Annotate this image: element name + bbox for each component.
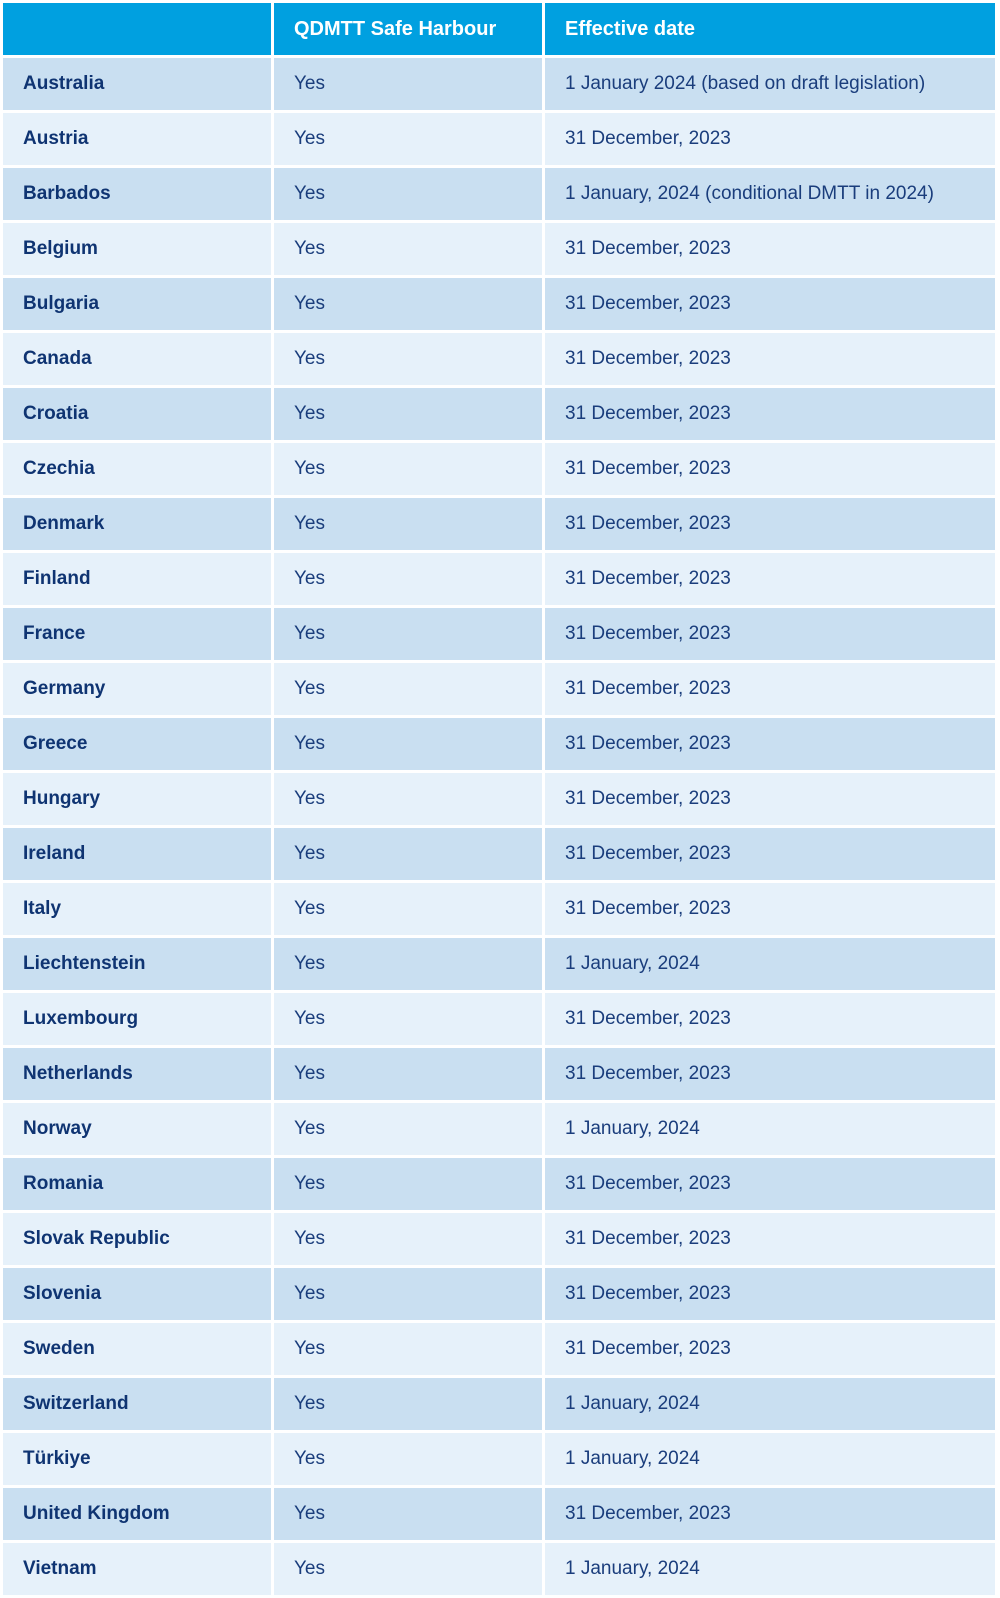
safe-harbour-cell: Yes	[274, 1103, 542, 1155]
effective-date-cell: 1 January, 2024	[545, 1103, 995, 1155]
effective-date-cell: 31 December, 2023	[545, 1323, 995, 1375]
safe-harbour-cell: Yes	[274, 168, 542, 220]
country-cell: Switzerland	[3, 1378, 271, 1430]
safe-harbour-cell: Yes	[274, 1378, 542, 1430]
effective-date-cell: 31 December, 2023	[545, 608, 995, 660]
safe-harbour-cell: Yes	[274, 278, 542, 330]
country-cell: Finland	[3, 553, 271, 605]
table-row	[3, 168, 995, 220]
effective-date-cell: 31 December, 2023	[545, 1048, 995, 1100]
country-cell: Netherlands	[3, 1048, 271, 1100]
effective-date-cell: 1 January, 2024	[545, 1543, 995, 1595]
safe-harbour-cell: Yes	[274, 608, 542, 660]
effective-date-cell: 31 December, 2023	[545, 553, 995, 605]
country-cell: Luxembourg	[3, 993, 271, 1045]
country-cell: Greece	[3, 718, 271, 770]
table-row	[3, 223, 995, 275]
effective-date-cell: 31 December, 2023	[545, 113, 995, 165]
country-cell: Barbados	[3, 168, 271, 220]
country-cell: Norway	[3, 1103, 271, 1155]
table-row	[3, 1213, 995, 1265]
header-effective-date: Effective date	[545, 3, 995, 55]
country-cell: Austria	[3, 113, 271, 165]
country-cell: Germany	[3, 663, 271, 715]
table-row	[3, 1103, 995, 1155]
safe-harbour-cell: Yes	[274, 1543, 542, 1595]
table-row	[3, 113, 995, 165]
effective-date-cell: 31 December, 2023	[545, 993, 995, 1045]
country-cell: Denmark	[3, 498, 271, 550]
safe-harbour-cell: Yes	[274, 1158, 542, 1210]
table-row	[3, 1433, 995, 1485]
effective-date-cell: 1 January, 2024 (conditional DMTT in 2024)	[545, 168, 995, 220]
effective-date-cell: 31 December, 2023	[545, 663, 995, 715]
table-row	[3, 1323, 995, 1375]
table-row	[3, 1158, 995, 1210]
effective-date-cell: 1 January 2024 (based on draft legislation)	[545, 58, 995, 110]
country-cell: Vietnam	[3, 1543, 271, 1595]
table-row	[3, 1268, 995, 1320]
table-row	[3, 388, 995, 440]
table-row	[3, 718, 995, 770]
country-cell: Bulgaria	[3, 278, 271, 330]
table-row	[3, 828, 995, 880]
safe-harbour-cell: Yes	[274, 718, 542, 770]
country-cell: Slovenia	[3, 1268, 271, 1320]
effective-date-cell: 31 December, 2023	[545, 498, 995, 550]
effective-date-cell: 1 January, 2024	[545, 1378, 995, 1430]
header-safe-harbour: QDMTT Safe Harbour	[274, 3, 542, 55]
effective-date-cell: 1 January, 2024	[545, 938, 995, 990]
country-cell: Romania	[3, 1158, 271, 1210]
effective-date-cell: 1 January, 2024	[545, 1433, 995, 1485]
table-row	[3, 1048, 995, 1100]
safe-harbour-cell: Yes	[274, 388, 542, 440]
table-row	[3, 443, 995, 495]
effective-date-cell: 31 December, 2023	[545, 1213, 995, 1265]
safe-harbour-cell: Yes	[274, 828, 542, 880]
safe-harbour-cell: Yes	[274, 443, 542, 495]
header-row	[3, 3, 995, 55]
safe-harbour-cell: Yes	[274, 58, 542, 110]
table-row	[3, 938, 995, 990]
effective-date-cell: 31 December, 2023	[545, 1488, 995, 1540]
safe-harbour-cell: Yes	[274, 773, 542, 825]
table-row	[3, 1543, 995, 1595]
effective-date-cell: 31 December, 2023	[545, 1268, 995, 1320]
safe-harbour-cell: Yes	[274, 498, 542, 550]
table-row	[3, 58, 995, 110]
safe-harbour-cell: Yes	[274, 1268, 542, 1320]
country-cell: Liechtenstein	[3, 938, 271, 990]
table-row	[3, 608, 995, 660]
effective-date-cell: 31 December, 2023	[545, 388, 995, 440]
safe-harbour-cell: Yes	[274, 1048, 542, 1100]
table-body	[3, 58, 995, 1595]
effective-date-cell: 31 December, 2023	[545, 443, 995, 495]
safe-harbour-cell: Yes	[274, 553, 542, 605]
country-cell: Czechia	[3, 443, 271, 495]
safe-harbour-cell: Yes	[274, 1213, 542, 1265]
country-cell: Italy	[3, 883, 271, 935]
table-row	[3, 1488, 995, 1540]
table-row	[3, 553, 995, 605]
table-row	[3, 773, 995, 825]
country-cell: Hungary	[3, 773, 271, 825]
safe-harbour-cell: Yes	[274, 1323, 542, 1375]
effective-date-cell: 31 December, 2023	[545, 773, 995, 825]
safe-harbour-cell: Yes	[274, 223, 542, 275]
country-cell: Türkiye	[3, 1433, 271, 1485]
country-cell: France	[3, 608, 271, 660]
effective-date-cell: 31 December, 2023	[545, 1158, 995, 1210]
table-row	[3, 278, 995, 330]
safe-harbour-cell: Yes	[274, 1433, 542, 1485]
safe-harbour-cell: Yes	[274, 993, 542, 1045]
country-cell: Australia	[3, 58, 271, 110]
effective-date-cell: 31 December, 2023	[545, 828, 995, 880]
table-row	[3, 1378, 995, 1430]
safe-harbour-cell: Yes	[274, 113, 542, 165]
header-country	[3, 3, 271, 55]
table-row	[3, 993, 995, 1045]
country-cell: Sweden	[3, 1323, 271, 1375]
safe-harbour-cell: Yes	[274, 883, 542, 935]
table-row	[3, 333, 995, 385]
effective-date-cell: 31 December, 2023	[545, 333, 995, 385]
safe-harbour-cell: Yes	[274, 663, 542, 715]
safe-harbour-cell: Yes	[274, 1488, 542, 1540]
country-cell: Croatia	[3, 388, 271, 440]
table-row	[3, 663, 995, 715]
country-cell: Ireland	[3, 828, 271, 880]
safe-harbour-cell: Yes	[274, 938, 542, 990]
country-cell: Slovak Republic	[3, 1213, 271, 1265]
country-cell: Canada	[3, 333, 271, 385]
country-cell: United Kingdom	[3, 1488, 271, 1540]
effective-date-cell: 31 December, 2023	[545, 718, 995, 770]
effective-date-cell: 31 December, 2023	[545, 223, 995, 275]
effective-date-cell: 31 December, 2023	[545, 883, 995, 935]
safe-harbour-cell: Yes	[274, 333, 542, 385]
table-row	[3, 883, 995, 935]
effective-date-cell: 31 December, 2023	[545, 278, 995, 330]
country-cell: Belgium	[3, 223, 271, 275]
table-row	[3, 498, 995, 550]
